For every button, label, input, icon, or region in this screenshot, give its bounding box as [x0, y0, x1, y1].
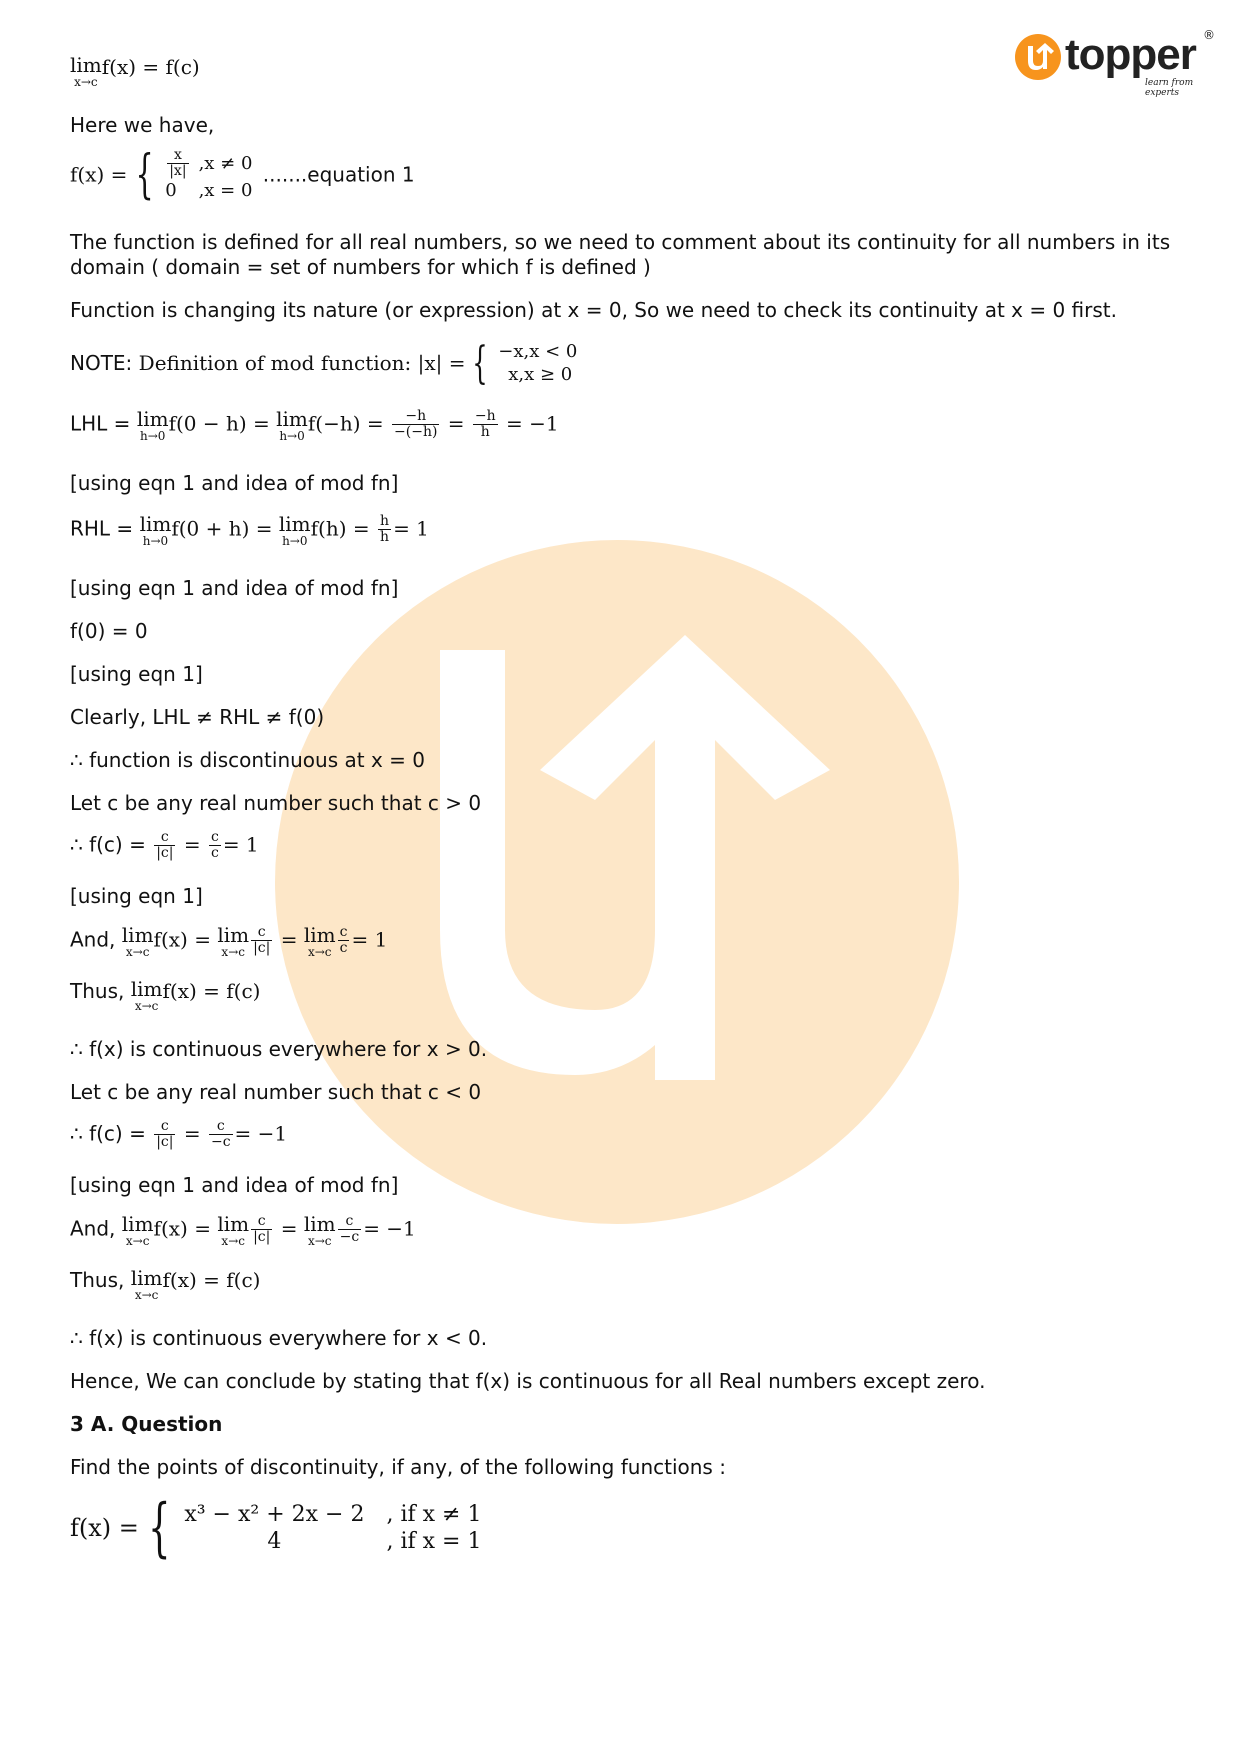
using-mod-note-1: [using eqn 1 and idea of mod fn]: [70, 471, 399, 495]
frac-c-c: [209, 830, 221, 862]
lim-sub: x→c: [125, 1234, 150, 1248]
fc-label: ∴ f(c) =: [70, 832, 146, 857]
frac-num: −h: [474, 408, 496, 424]
lim-word: lim: [217, 1212, 250, 1236]
thus-equation: f(x) = f(c): [162, 1268, 261, 1292]
frac-num: c: [210, 829, 219, 845]
lim-word: lim: [276, 407, 308, 431]
frac-num: c: [339, 924, 348, 940]
frac-den: |c|: [156, 845, 174, 862]
fc-result: = 1: [222, 832, 259, 857]
eq1-lhs: f(x) =: [70, 162, 128, 187]
fc-negative: [70, 1119, 1180, 1161]
lim-sub: x→c: [307, 945, 332, 959]
equals-sign: =: [177, 832, 207, 857]
frac-c-c: [338, 925, 350, 957]
lhl-part-a: f(0 − h) =: [168, 411, 270, 436]
clearly-line: Clearly, LHL ≠ RHL ≠ f(0): [70, 705, 325, 729]
lhl-lim2: [276, 409, 308, 442]
note-definition: Definition of mod function: |x| =: [138, 351, 466, 375]
equation-1: [70, 145, 1180, 212]
mod-case2: x,x ≥ 0: [508, 363, 573, 385]
lhl-frac1: [392, 409, 439, 441]
let-c-negative: Let c be any real number such that c < 0: [70, 1080, 482, 1104]
question-fx: f(x) =: [70, 1514, 139, 1542]
lim-sub: x→c: [134, 1288, 159, 1302]
and-label: And,: [70, 927, 116, 952]
rhl-equation: [70, 514, 1180, 560]
eq1-cases: [161, 148, 256, 202]
eq1-cond2: ,x = 0: [198, 179, 253, 201]
rhl-lim1: [140, 514, 172, 547]
lim-operator: [304, 1214, 336, 1247]
fx-part: f(x) =: [153, 927, 211, 952]
lim-word: lim: [70, 53, 102, 77]
lim-sub: h→0: [139, 429, 166, 443]
rhl-lim2: [279, 514, 311, 547]
frac-num: c: [251, 1214, 272, 1230]
rhl-part-a: f(0 + h) =: [171, 516, 273, 541]
eq1-fraction: [167, 148, 188, 180]
question-heading: 3 A. Question: [70, 1412, 223, 1436]
lim-word: lim: [217, 923, 250, 947]
lhl-lim1: [137, 409, 169, 442]
frac-den: |c|: [253, 1229, 271, 1246]
frac-num: c: [338, 1214, 362, 1230]
lim-operator: [131, 979, 163, 1012]
lhl-equation: [70, 409, 1180, 455]
note-label: NOTE:: [70, 351, 133, 375]
rhl-result: = 1: [393, 516, 429, 541]
lim-word: lim: [130, 1266, 163, 1290]
limit-neg-result: = −1: [363, 1216, 416, 1241]
question-brace: {: [148, 1491, 171, 1565]
frac-den: h: [480, 424, 490, 441]
using-eqn1-note-2: [using eqn 1]: [70, 884, 203, 908]
question-case1: x³ − x² + 2x − 2: [184, 1501, 365, 1527]
frac-num: −h: [392, 409, 439, 425]
eq1-cond1: ,x ≠ 0: [198, 152, 253, 174]
lim-operator: [217, 1214, 249, 1247]
frac-c-absc: [154, 830, 175, 862]
let-c-positive: Let c be any real number such that c > 0: [70, 791, 482, 815]
thus-negative: [70, 1268, 1180, 1312]
using-mod-note-2: [using eqn 1 and idea of mod fn]: [70, 576, 399, 600]
lim-sub: x→c: [125, 945, 150, 959]
lim-sub: h→0: [142, 534, 169, 548]
equals-sign: =: [177, 1121, 207, 1146]
using-eqn1-note-1: [using eqn 1]: [70, 662, 203, 686]
frac-den: c: [339, 940, 348, 957]
lim-operator: [122, 925, 154, 958]
lim-word: lim: [139, 512, 172, 536]
frac-c-negc: [338, 1214, 362, 1246]
lim-sub: x→c: [221, 945, 245, 959]
frac-num: c: [251, 925, 272, 941]
lhl-frac2: [473, 409, 498, 441]
lim-word: lim: [121, 1212, 154, 1236]
domain-paragraph: The function is defined for all real numbers, so we need to comment about its continuity for all numbers in its domain ( domain = set of numbers for which f is defined ): [70, 230, 1171, 279]
lim-word: lim: [130, 977, 163, 1001]
frac-den: |c|: [253, 940, 271, 957]
lim-sub: x→c: [134, 999, 159, 1013]
registered-mark: ®: [1203, 28, 1215, 42]
limit-positive: [70, 925, 1180, 969]
frac-den: h: [380, 529, 390, 546]
topper-logo-icon: [1015, 34, 1061, 80]
lhl-label: LHL =: [70, 411, 131, 436]
topper-logo: [1015, 28, 1215, 98]
lim-word: lim: [121, 923, 154, 947]
eq1-den: |x|: [169, 163, 187, 180]
discontinuous-line: ∴ function is discontinuous at x = 0: [70, 748, 425, 772]
frac-c-absc: [154, 1119, 175, 1151]
lim-sub: x→c: [74, 75, 98, 89]
frac-c-negc: [209, 1119, 233, 1151]
question-text: Find the points of discontinuity, if any, of the following functions :: [70, 1455, 726, 1479]
frac-den: |c|: [156, 1134, 174, 1151]
thus-positive: [70, 979, 1180, 1023]
eq1-brace: {: [135, 145, 154, 206]
solution-content: [70, 55, 1180, 1576]
lim-operator: [131, 1268, 163, 1301]
frac-num: c: [209, 1119, 233, 1135]
fc-neg-result: = −1: [234, 1121, 288, 1146]
frac-den: c: [210, 845, 219, 862]
fc-positive: [70, 830, 1180, 872]
lim-operator: [217, 925, 249, 958]
lim-word: lim: [303, 923, 336, 947]
lim-operator: [70, 55, 102, 88]
continuous-negative: ∴ f(x) is continuous everywhere for x < 0.: [70, 1326, 488, 1350]
eq1-val2: 0: [165, 179, 177, 201]
f0-value: f(0) = 0: [70, 619, 148, 643]
question-cases: [180, 1501, 485, 1556]
frac-c-absc: [251, 1214, 272, 1246]
frac-den: −c: [339, 1229, 360, 1246]
question-cond2: , if x = 1: [386, 1529, 482, 1554]
fx-part: f(x) =: [153, 1216, 211, 1241]
lhl-result: = −1: [506, 411, 559, 436]
frac-num: c: [154, 830, 175, 846]
lim-word: lim: [278, 512, 311, 536]
thus-label: Thus,: [70, 1268, 125, 1292]
and-label: And,: [70, 1216, 116, 1241]
mod-case1: −x,x < 0: [498, 341, 578, 362]
eq1-num: x: [167, 148, 188, 164]
rhl-label: RHL =: [70, 516, 134, 541]
frac-num: c: [154, 1119, 175, 1135]
thus-label: Thus,: [70, 979, 125, 1003]
limit-equation: f(x) = f(c): [101, 55, 200, 79]
lim-operator: [122, 1214, 154, 1247]
frac-den: −c: [210, 1134, 231, 1151]
mod-cases: [494, 341, 581, 386]
rhl-frac: [378, 514, 391, 546]
equals-sign: =: [441, 411, 471, 436]
rhl-part-b: f(h) =: [310, 516, 370, 541]
topper-logo-wordmark: topper: [1065, 30, 1196, 79]
question-function: [70, 1491, 1180, 1576]
frac-num: h: [380, 513, 390, 529]
lim-word: lim: [303, 1212, 336, 1236]
limit-result: = 1: [351, 927, 388, 952]
fc-label: ∴ f(c) =: [70, 1121, 146, 1146]
eq1-tag: .......equation 1: [262, 162, 415, 187]
lim-sub: x→c: [307, 1234, 332, 1248]
topper-tagline: learn from experts: [1145, 78, 1194, 98]
nature-paragraph: Function is changing its nature (or expression) at x = 0, So we need to check its continuity at x = 0 first.: [70, 298, 1117, 322]
lim-sub: h→0: [279, 429, 305, 443]
lim-sub: h→0: [282, 534, 308, 548]
equals-sign: =: [274, 927, 304, 952]
using-mod-note-3: [using eqn 1 and idea of mod fn]: [70, 1173, 399, 1197]
question-case2: 4: [267, 1529, 282, 1554]
mod-definition: [70, 337, 1180, 391]
mod-brace: {: [472, 337, 488, 389]
here-we-have: Here we have,: [70, 113, 215, 137]
lim-sub: x→c: [221, 1234, 245, 1248]
equals-sign: =: [274, 1216, 304, 1241]
frac-c-absc: [251, 925, 272, 957]
conclusion: Hence, We can conclude by stating that f(x) is continuous for all Real numbers except zero.: [70, 1369, 986, 1393]
lim-operator: [304, 925, 336, 958]
limit-statement: [70, 55, 1180, 97]
lhl-part-b: f(−h) =: [307, 411, 384, 436]
lim-word: lim: [136, 407, 169, 431]
thus-equation: f(x) = f(c): [162, 979, 261, 1003]
question-cond1: , if x ≠ 1: [386, 1501, 482, 1527]
limit-negative: [70, 1214, 1180, 1258]
continuous-positive: ∴ f(x) is continuous everywhere for x > 0.: [70, 1037, 488, 1061]
frac-den: −(−h): [394, 424, 438, 441]
